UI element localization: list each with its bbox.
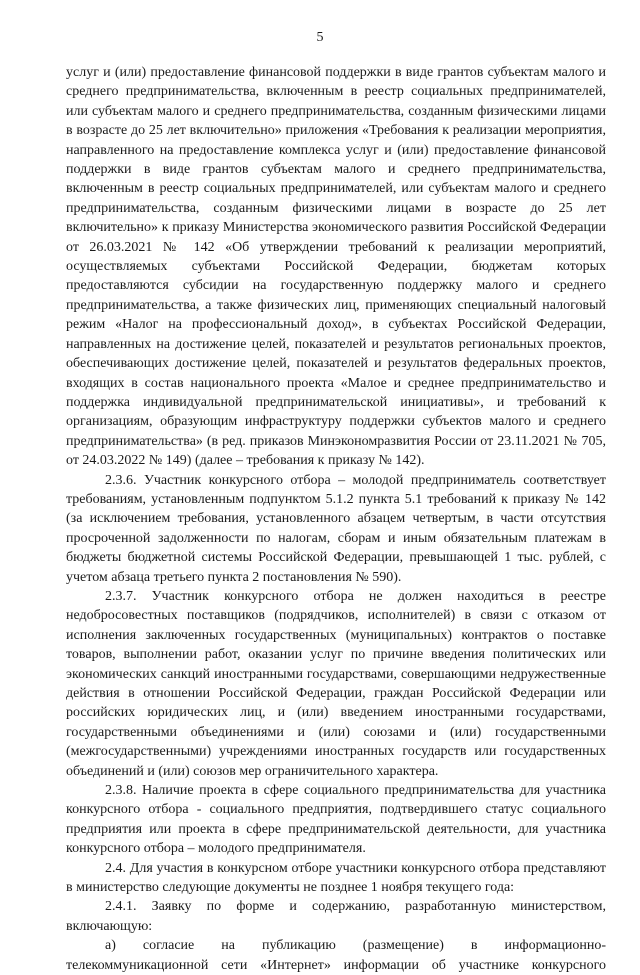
paragraph-2-3-8: 2.3.8. Наличие проекта в сфере социального предпринимательства для участника конкурсного отбора - социального предприятия, подтвердившего статус социального предприятия или проекта в сфере предпринимательской деятельности, для участника конкурсного отбора – молодого предпринимателя. — [66, 783, 606, 857]
paragraph-2-4: 2.4. Для участия в конкурсном отборе участники конкурсного отбора представляют в министерство следующие документы не позднее 1 ноября текущего года: — [66, 860, 606, 896]
page-number: 5 — [316, 30, 324, 45]
paragraph-continuation: услуг и (или) предоставление финансовой поддержки в виде грантов субъектам малого и среднего предпринимательства, включенным в реестр социальных предпринимателей, или субъектам малого и среднего предпринимательства, созданным физическими лицами в возрасте до 25 лет включительно» приложения «Требования к реализации мероприятия, направленного на предоставление комплекса услуг и (или) предоставление финансовой поддержки в виде грантов субъектам малого и среднего предпринимательства, включенным в реестр социальных предпринимателей, или субъектам малого и среднего предпринимательства, созданным физическими лицами в возрасте до 25 лет включительно» к приказу Министерства экономического развития Российской Федерации от 26.03.2021 № 142 «Об утверждении требований к реализации мероприятий, осуществляемых субъектами Российской Федерации, бюджетам которых предоставляются субсидии на государственную поддержку малого и среднего предпринимательства, а также физических лиц, применяющих специальный налоговый режим «Налог на профессиональный доход», в субъектах Российской Федерации, направленных на достижение целей, показателей и результатов региональных проектов, обеспечивающих достижение целей, показателей и результатов федеральных проектов, входящих в состав национального проекта «Малое и среднее предпринимательство и поддержка индивидуальной предпринимательской инициативы», и требований к организациям, образующим инфраструктуру поддержки субъектов малого и среднего предпринимательства» (в ред. приказов Минэкономразвития России от 23.11.2021 № 705, от 24.03.2022 № 149) (далее – требования к приказу № 142). — [66, 65, 606, 469]
paragraph-item-a: а) согласие на публикацию (размещение) в информационно-телекоммуникационной сети «Интернет» информации об участнике конкурсного — [66, 938, 606, 973]
paragraph-2-3-7: 2.3.7. Участник конкурсного отбора не должен находиться в реестре недобросовестных поставщиков (подрядчиков, исполнителей) в связи с отказом от исполнения заключенных государственных (муниципальных) контрактов о поставке товаров, выполнении работ, оказании услуг по причине введения политических или экономических санкций иностранными государствами, совершающими недружественные действия в отношении Российской Федерации, граждан Российской Федерации или российских юридических лиц, и (или) введением иностранными государствами, государственными объединениями и (или) союзами и (или) государственными (межгосударственными) учреждениями иностранных государств или государственных объединений и (или) союзов мер ограничительного характера. — [66, 588, 606, 779]
paragraph-2-3-6: 2.3.6. Участник конкурсного отбора – молодой предприниматель соответствует требованиям, установленным подпунктом 5.1.2 пункта 5.1 требований к приказу № 142 (за исключением требования, установленного абзацем четвертым, в части отсутствия просроченной задолженности по налогам, сборам и иным обязательным платежам в бюджеты бюджетной системы Российской Федерации, превышающей 1 тыс. рублей, с учетом абзаца третьего пункта 2 постановления № 590). — [66, 472, 606, 585]
paragraph-2-4-1: 2.4.1. Заявку по форме и содержанию, разработанную министерством, включающую: — [66, 899, 606, 934]
document-body — [66, 63, 606, 975]
